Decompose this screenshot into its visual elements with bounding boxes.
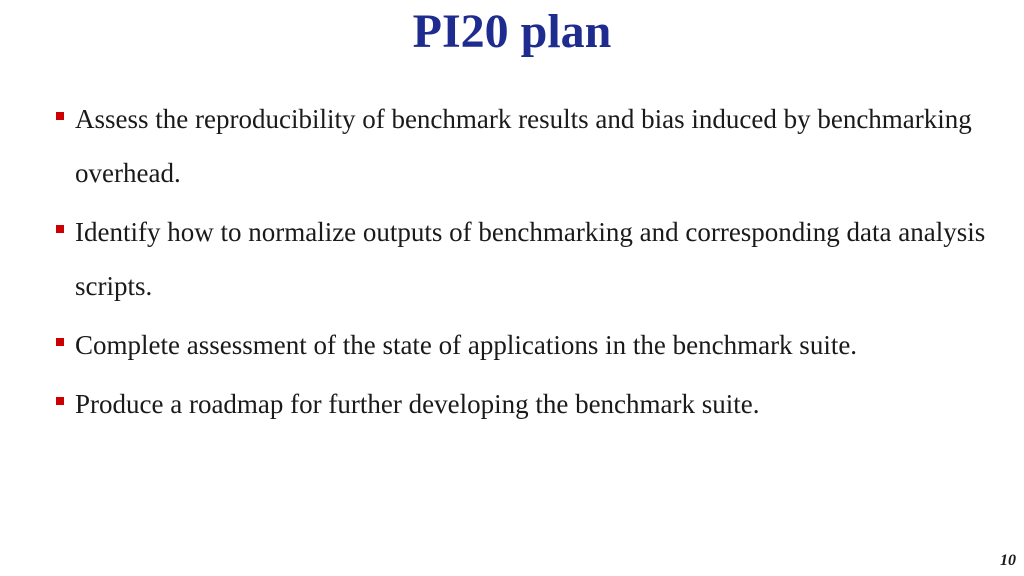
bullet-item — [56, 318, 996, 372]
page-number: 10 — [1000, 552, 1016, 569]
square-bullet-icon — [56, 225, 64, 233]
bullet-text: Identify how to normalize outputs of benchmarking and corresponding data analysis scripts. — [75, 217, 986, 301]
bullet-item — [56, 377, 996, 431]
bullet-item — [56, 205, 996, 313]
square-bullet-icon — [56, 112, 64, 120]
square-bullet-icon — [56, 397, 64, 405]
bullet-text: Assess the reproducibility of benchmark results and bias induced by benchmarking overhead. — [75, 104, 972, 188]
square-bullet-icon — [56, 338, 64, 346]
bullet-text: Complete assessment of the state of applications in the benchmark suite. — [75, 330, 858, 360]
bullet-item — [56, 92, 996, 200]
bullet-text: Produce a roadmap for further developing the benchmark suite. — [75, 389, 760, 419]
slide-title: PI20 plan — [412, 5, 612, 58]
bullet-list — [56, 92, 996, 436]
